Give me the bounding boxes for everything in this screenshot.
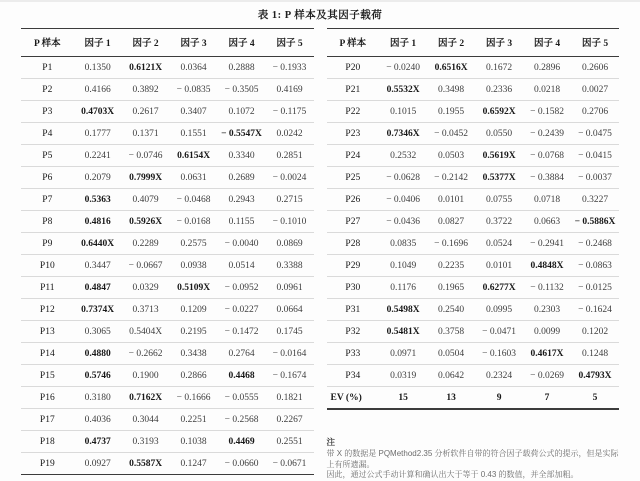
- sample-cell: P2: [21, 79, 74, 101]
- loading-cell: 0.7374X: [74, 299, 122, 321]
- loading-cell: − 0.0024: [266, 167, 314, 189]
- loading-cell: 0.2336: [475, 79, 523, 101]
- loading-cell: 0.3758: [427, 321, 475, 343]
- loading-cell: − 0.0863: [571, 255, 619, 277]
- table-row: [327, 101, 620, 123]
- loading-cell: 0.1155: [218, 211, 266, 233]
- sample-cell: P32: [327, 321, 380, 343]
- loading-cell: 0.3438: [170, 343, 218, 365]
- loading-cell: 0.1015: [379, 101, 427, 123]
- loading-cell: 0.0101: [475, 255, 523, 277]
- loading-cell: − 0.0452: [427, 123, 475, 145]
- loading-cell: 0.3498: [427, 79, 475, 101]
- loading-cell: 0.7999X: [122, 167, 170, 189]
- loading-cell: − 0.0671: [266, 453, 314, 475]
- loading-cell: 0.6592X: [475, 101, 523, 123]
- table-row: [21, 233, 314, 255]
- loading-cell: 0.2241: [74, 145, 122, 167]
- column-header: P 样本: [21, 29, 74, 57]
- table-row: [21, 299, 314, 321]
- loading-cell: 0.1955: [427, 101, 475, 123]
- loading-cell: − 0.0037: [571, 167, 619, 189]
- loading-cell: 0.2896: [523, 57, 571, 79]
- loading-cell: − 0.0746: [122, 145, 170, 167]
- loading-cell: 15: [379, 387, 427, 410]
- sample-cell: P8: [21, 211, 74, 233]
- loading-cell: − 0.1666: [170, 387, 218, 409]
- sample-cell: EV (%): [327, 387, 380, 410]
- sample-cell: P13: [21, 321, 74, 343]
- sample-cell: P4: [21, 123, 74, 145]
- loading-cell: 0.1049: [379, 255, 427, 277]
- table-row: [21, 101, 314, 123]
- loading-cell: 0.0664: [266, 299, 314, 321]
- loading-cell: 0.0550: [475, 123, 523, 145]
- loading-cell: 0.3180: [74, 387, 122, 409]
- loading-cell: − 0.0168: [170, 211, 218, 233]
- footnote-line: 因此，通过公式手动计算和确认出大于等于 0.43 的数值，并全部加粗。: [326, 470, 579, 480]
- loading-cell: 0.0524: [475, 233, 523, 255]
- loading-cell: 7: [523, 387, 571, 410]
- loading-cell: 0.1209: [170, 299, 218, 321]
- loading-cell: 0.1247: [170, 453, 218, 475]
- loading-cell: 0.1248: [571, 343, 619, 365]
- loading-cell: − 0.1472: [218, 321, 266, 343]
- loading-cell: − 0.3884: [523, 167, 571, 189]
- loading-cell: 0.5109X: [170, 277, 218, 299]
- loading-cell: 0.0101: [427, 189, 475, 211]
- loading-cell: 0.2764: [218, 343, 266, 365]
- right-table-body: [327, 57, 620, 410]
- loading-cell: 0.2606: [571, 57, 619, 79]
- tables-container: [21, 28, 619, 481]
- loading-cell: − 0.5886X: [571, 211, 619, 233]
- sample-cell: P31: [327, 299, 380, 321]
- column-header: 因子 5: [266, 29, 314, 57]
- loading-cell: 0.3340: [218, 145, 266, 167]
- loading-cell: − 0.3505: [218, 79, 266, 101]
- loading-cell: − 0.0227: [218, 299, 266, 321]
- loading-cell: 0.0827: [427, 211, 475, 233]
- sample-cell: P26: [327, 189, 380, 211]
- loading-cell: 0.0503: [427, 145, 475, 167]
- loading-cell: 0.2888: [218, 57, 266, 79]
- loading-cell: 0.2575: [170, 233, 218, 255]
- loading-cell: 0.1777: [74, 123, 122, 145]
- table-row: [21, 189, 314, 211]
- loading-cell: 0.4793X: [571, 365, 619, 387]
- loading-cell: 0.5377X: [475, 167, 523, 189]
- loading-cell: 0.1672: [475, 57, 523, 79]
- loading-cell: 0.0099: [523, 321, 571, 343]
- table-row: [327, 189, 620, 211]
- loading-cell: 0.0663: [523, 211, 571, 233]
- loading-cell: 0.4848X: [523, 255, 571, 277]
- loading-cell: 0.7346X: [379, 123, 427, 145]
- table-row: [21, 79, 314, 101]
- loading-cell: 0.0971: [379, 343, 427, 365]
- table-row: [21, 277, 314, 299]
- loading-cell: 0.3713: [122, 299, 170, 321]
- loading-cell: 0.6440X: [74, 233, 122, 255]
- loading-cell: − 0.2468: [571, 233, 619, 255]
- table-row: [327, 57, 620, 79]
- sample-cell: P5: [21, 145, 74, 167]
- loading-cell: − 0.1175: [266, 101, 314, 123]
- loading-cell: 0.2866: [170, 365, 218, 387]
- sample-cell: P7: [21, 189, 74, 211]
- table-row: [327, 255, 620, 277]
- loading-cell: 0.5746: [74, 365, 122, 387]
- factor-loadings-table-left: [21, 28, 314, 475]
- loading-cell: 0.1038: [170, 431, 218, 453]
- loading-cell: − 0.1010: [266, 211, 314, 233]
- table-row: [21, 321, 314, 343]
- loading-cell: 0.2267: [266, 409, 314, 431]
- loading-cell: 0.2251: [170, 409, 218, 431]
- sample-cell: P3: [21, 101, 74, 123]
- loading-cell: 0.1900: [122, 365, 170, 387]
- loading-cell: 0.0329: [122, 277, 170, 299]
- sample-cell: P22: [327, 101, 380, 123]
- loading-cell: 0.4880: [74, 343, 122, 365]
- loading-cell: 0.0319: [379, 365, 427, 387]
- loading-cell: 0.1072: [218, 101, 266, 123]
- factor-loadings-table-right: [327, 28, 620, 410]
- left-column: [21, 28, 314, 475]
- loading-cell: 0.3722: [475, 211, 523, 233]
- loading-cell: 0.7162X: [122, 387, 170, 409]
- sample-cell: P29: [327, 255, 380, 277]
- table-row: [21, 211, 314, 233]
- loading-cell: 0.2289: [122, 233, 170, 255]
- loading-cell: 0.2689: [218, 167, 266, 189]
- loading-cell: − 0.2142: [427, 167, 475, 189]
- loading-cell: 0.0642: [427, 365, 475, 387]
- loading-cell: 0.4036: [74, 409, 122, 431]
- loading-cell: 0.2706: [571, 101, 619, 123]
- loading-cell: 0.6277X: [475, 277, 523, 299]
- loading-cell: − 0.2941: [523, 233, 571, 255]
- column-header: 因子 2: [427, 29, 475, 57]
- loading-cell: 0.1202: [571, 321, 619, 343]
- footnote-heading: 注: [326, 437, 336, 447]
- loading-cell: − 0.0952: [218, 277, 266, 299]
- loading-cell: − 0.1696: [427, 233, 475, 255]
- loading-cell: − 0.0164: [266, 343, 314, 365]
- table-row: [327, 79, 620, 101]
- loading-cell: 0.3227: [571, 189, 619, 211]
- loading-cell: 0.2851: [266, 145, 314, 167]
- loading-cell: − 0.1624: [571, 299, 619, 321]
- table-row: [21, 409, 314, 431]
- sample-cell: P28: [327, 233, 380, 255]
- sample-cell: P1: [21, 57, 74, 79]
- loading-cell: − 0.0667: [122, 255, 170, 277]
- loading-cell: 0.2079: [74, 167, 122, 189]
- loading-cell: 0.2551: [266, 431, 314, 453]
- loading-cell: 0.0927: [74, 453, 122, 475]
- loading-cell: 0.0938: [170, 255, 218, 277]
- table-row: [21, 145, 314, 167]
- sample-cell: P14: [21, 343, 74, 365]
- loading-cell: 0.3447: [74, 255, 122, 277]
- table-row: [21, 343, 314, 365]
- loading-cell: 13: [427, 387, 475, 410]
- table-row: [327, 277, 620, 299]
- header-row: [327, 29, 620, 57]
- loading-cell: 0.3407: [170, 101, 218, 123]
- loading-cell: − 0.1132: [523, 277, 571, 299]
- sample-cell: P9: [21, 233, 74, 255]
- header-row: [21, 29, 314, 57]
- loading-cell: 0.2324: [475, 365, 523, 387]
- table-row: [327, 233, 620, 255]
- table-row: [21, 453, 314, 475]
- table-row: [21, 123, 314, 145]
- loading-cell: 0.5532X: [379, 79, 427, 101]
- loading-cell: 0.5363: [74, 189, 122, 211]
- table-row: [21, 255, 314, 277]
- loading-cell: 0.5619X: [475, 145, 523, 167]
- sample-cell: P27: [327, 211, 380, 233]
- sample-cell: P11: [21, 277, 74, 299]
- loading-cell: − 0.1933: [266, 57, 314, 79]
- loading-cell: 0.4166: [74, 79, 122, 101]
- loading-cell: − 0.0555: [218, 387, 266, 409]
- loading-cell: 0.3044: [122, 409, 170, 431]
- loading-cell: 0.0869: [266, 233, 314, 255]
- column-header: P 样本: [327, 29, 380, 57]
- loading-cell: 9: [475, 387, 523, 410]
- loading-cell: 0.2617: [122, 101, 170, 123]
- loading-cell: − 0.0835: [170, 79, 218, 101]
- sample-cell: P23: [327, 123, 380, 145]
- loading-cell: 0.0755: [475, 189, 523, 211]
- loading-cell: − 0.0040: [218, 233, 266, 255]
- loading-cell: 0.4468: [218, 365, 266, 387]
- column-header: 因子 5: [571, 29, 619, 57]
- loading-cell: 0.0504: [427, 343, 475, 365]
- loading-cell: 0.1371: [122, 123, 170, 145]
- loading-cell: − 0.0475: [571, 123, 619, 145]
- table-title: 表 1: P 样本及其因子载荷: [257, 10, 383, 21]
- table-footnote: [327, 437, 620, 481]
- loading-cell: 0.3065: [74, 321, 122, 343]
- table-row: [327, 123, 620, 145]
- sample-cell: P19: [21, 453, 74, 475]
- loading-cell: 0.0835: [379, 233, 427, 255]
- table-row: [21, 387, 314, 409]
- table-row: [327, 321, 620, 343]
- sample-cell: P33: [327, 343, 380, 365]
- loading-cell: 0.5481X: [379, 321, 427, 343]
- table-row: [327, 211, 620, 233]
- loading-cell: 0.6516X: [427, 57, 475, 79]
- table-row: [327, 343, 620, 365]
- loading-cell: − 0.0240: [379, 57, 427, 79]
- loading-cell: 0.2532: [379, 145, 427, 167]
- loading-cell: 0.4737: [74, 431, 122, 453]
- column-header: 因子 1: [379, 29, 427, 57]
- loading-cell: − 0.0269: [523, 365, 571, 387]
- loading-cell: 0.4847: [74, 277, 122, 299]
- loading-cell: − 0.0468: [170, 189, 218, 211]
- table-row: [327, 167, 620, 189]
- table-row: [21, 57, 314, 79]
- loading-cell: 0.1176: [379, 277, 427, 299]
- loading-cell: 0.3892: [122, 79, 170, 101]
- loading-cell: 0.5498X: [379, 299, 427, 321]
- loading-cell: 0.3193: [122, 431, 170, 453]
- loading-cell: − 0.0406: [379, 189, 427, 211]
- loading-cell: 0.4079: [122, 189, 170, 211]
- sample-cell: P21: [327, 79, 380, 101]
- loading-cell: 0.6154X: [170, 145, 218, 167]
- loading-cell: 0.1821: [266, 387, 314, 409]
- left-table-body: [21, 57, 314, 475]
- loading-cell: − 0.0660: [218, 453, 266, 475]
- loading-cell: − 0.0628: [379, 167, 427, 189]
- loading-cell: 0.0631: [170, 167, 218, 189]
- loading-cell: − 0.0125: [571, 277, 619, 299]
- loading-cell: 0.5926X: [122, 211, 170, 233]
- loading-cell: − 0.1582: [523, 101, 571, 123]
- column-header: 因子 2: [122, 29, 170, 57]
- loading-cell: 0.2235: [427, 255, 475, 277]
- loading-cell: 0.2715: [266, 189, 314, 211]
- column-header: 因子 4: [218, 29, 266, 57]
- loading-cell: 0.2303: [523, 299, 571, 321]
- right-column: [327, 28, 620, 481]
- sample-cell: P10: [21, 255, 74, 277]
- table-row: [21, 167, 314, 189]
- loading-cell: 0.4703X: [74, 101, 122, 123]
- sample-cell: P15: [21, 365, 74, 387]
- table-row: [21, 431, 314, 453]
- loading-cell: − 0.1603: [475, 343, 523, 365]
- table-row: [327, 299, 620, 321]
- loading-cell: 0.0242: [266, 123, 314, 145]
- loading-cell: 0.4816: [74, 211, 122, 233]
- table-row: [327, 365, 620, 387]
- sample-cell: P34: [327, 365, 380, 387]
- sample-cell: P30: [327, 277, 380, 299]
- loading-cell: − 0.2568: [218, 409, 266, 431]
- sample-cell: P12: [21, 299, 74, 321]
- loading-cell: 0.0961: [266, 277, 314, 299]
- loading-cell: 0.1965: [427, 277, 475, 299]
- sample-cell: P25: [327, 167, 380, 189]
- loading-cell: − 0.0415: [571, 145, 619, 167]
- loading-cell: − 0.2439: [523, 123, 571, 145]
- table-row: [21, 365, 314, 387]
- loading-cell: 0.5587X: [122, 453, 170, 475]
- loading-cell: 0.4169: [266, 79, 314, 101]
- loading-cell: 0.2195: [170, 321, 218, 343]
- loading-cell: 0.1551: [170, 123, 218, 145]
- loading-cell: 0.4469: [218, 431, 266, 453]
- loading-cell: 0.0995: [475, 299, 523, 321]
- loading-cell: 0.0218: [523, 79, 571, 101]
- ev-row: [327, 387, 620, 410]
- sample-cell: P6: [21, 167, 74, 189]
- loading-cell: 0.0718: [523, 189, 571, 211]
- loading-cell: − 0.0471: [475, 321, 523, 343]
- sample-cell: P24: [327, 145, 380, 167]
- sample-cell: P16: [21, 387, 74, 409]
- loading-cell: 0.5404X: [122, 321, 170, 343]
- column-header: 因子 3: [475, 29, 523, 57]
- loading-cell: − 0.5547X: [218, 123, 266, 145]
- column-header: 因子 1: [74, 29, 122, 57]
- loading-cell: − 0.2662: [122, 343, 170, 365]
- loading-cell: 0.1350: [74, 57, 122, 79]
- loading-cell: 0.0364: [170, 57, 218, 79]
- left-table-header: [21, 29, 314, 57]
- sample-cell: P18: [21, 431, 74, 453]
- loading-cell: − 0.1674: [266, 365, 314, 387]
- sample-cell: P17: [21, 409, 74, 431]
- loading-cell: 5: [571, 387, 619, 410]
- loading-cell: 0.0027: [571, 79, 619, 101]
- footnote-line: 带 X 的数据是 PQMethod2.35 分析软件自带的符合因子载荷公式的提示，但是实际上有所遗漏。: [326, 449, 619, 469]
- column-header: 因子 3: [170, 29, 218, 57]
- loading-cell: 0.6121X: [122, 57, 170, 79]
- loading-cell: 0.2540: [427, 299, 475, 321]
- sample-cell: P20: [327, 57, 380, 79]
- table-row: [327, 145, 620, 167]
- loading-cell: − 0.0436: [379, 211, 427, 233]
- loading-cell: 0.4617X: [523, 343, 571, 365]
- loading-cell: − 0.0768: [523, 145, 571, 167]
- column-header: 因子 4: [523, 29, 571, 57]
- loading-cell: 0.3388: [266, 255, 314, 277]
- right-table-header: [327, 29, 620, 57]
- loading-cell: 0.0514: [218, 255, 266, 277]
- loading-cell: 0.2943: [218, 189, 266, 211]
- loading-cell: 0.1745: [266, 321, 314, 343]
